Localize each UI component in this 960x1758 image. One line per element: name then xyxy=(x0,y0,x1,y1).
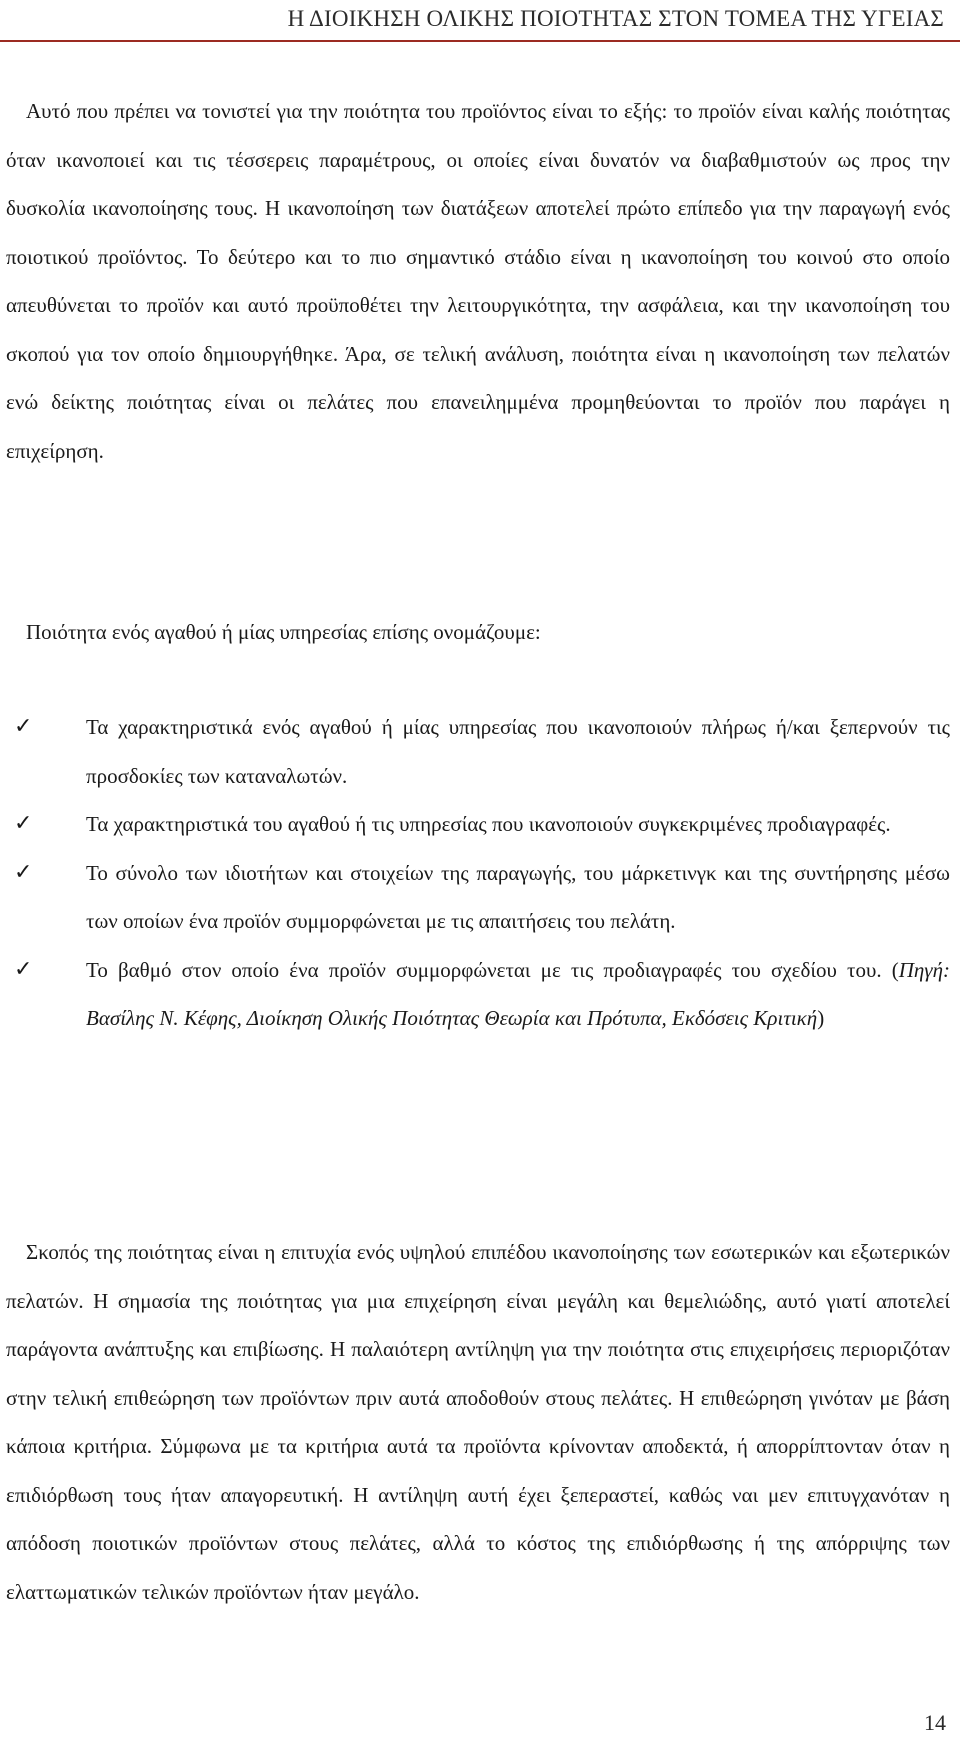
list-item xyxy=(14,946,950,1043)
header-rule xyxy=(0,40,960,42)
definition-checklist xyxy=(14,703,950,1043)
paragraph-quality-purpose: Σκοπός της ποιότητας είναι η επιτυχία ενός υψηλού επιπέδου ικανοποίησης των εσωτερικών και εξωτερικών πελατών. Η σημασία της ποιότητας για μια επιχείρηση είναι μεγάλη και θεμελιώδης, αυτό γιατί αποτελεί παράγοντα ανάπτυξης και επιβίωσης. Η παλαιότερη αντίληψη για την ποιότητα στις επιχειρήσεις περιοριζόταν στην τελική επιθεώρηση των προϊόντων πριν αυτά αποδοθούν στους πελάτες. Η επιθεώρηση γινόταν με βάση κάποια κριτήρια. Σύμφωνα με τα κριτήρια αυτά τα προϊόντα κρίνονταν αποδεκτά, ή απορρίπτονταν όταν η επιδιόρθωση τους ήταν απαγορευτική. Η αντίληψη αυτή έχει ξεπεραστεί, καθώς ναι μεν επιτυγχανόταν η απόδοση ποιοτικών προϊόντων στους πελάτες, αλλά το κόστος της επιδιόρθωσης ή της απόρριψης των ελαττωματικών τελικών προϊόντων ήταν μεγάλο. xyxy=(6,1240,950,1604)
list-item-text: Το σύνολο των ιδιοτήτων και στοιχείων της παραγωγής, του μάρκετινγκ και της συντήρησης μέσω των οποίων ένα προϊόν συμμορφώνεται με τις απαιτήσεις του πελάτη. xyxy=(86,860,950,933)
checkmark-icon: ✓ xyxy=(14,811,33,836)
page-number: 14 xyxy=(924,1710,946,1735)
list-item-text-with-citation xyxy=(86,946,950,1043)
list-item-text: Το βαθμό στον οποίο ένα προϊόν συμμορφώνεται με τις προδιαγραφές του σχεδίου του. xyxy=(86,957,882,982)
list-item xyxy=(14,703,950,800)
citation-close: ) xyxy=(817,1006,825,1030)
checkmark-icon: ✓ xyxy=(14,859,33,885)
list-item-text: Τα χαρακτηριστικά ενός αγαθού ή μίας υπηρεσίας που ικανοποιούν πλήρως ή/και ξεπερνούν τις προσδοκίες των καταναλωτών. xyxy=(86,715,950,788)
citation-source: Πηγή: Βασίλης Ν. Κέφης, Διοίκηση Ολικής Ποιότητας Θεωρία και Πρότυπα, Εκδόσεις Κριτική xyxy=(86,957,950,1030)
checkmark-icon: ✓ xyxy=(14,956,33,982)
running-header: Η ΔΙΟΙΚΗΣΗ ΟΛΙΚΗΣ ΠΟΙΟΤΗΤΑΣ ΣΤΟΝ ΤΟΜΕΑ ΤΗΣ ΥΓΕΙΑΣ xyxy=(287,6,944,31)
checkmark-icon: ✓ xyxy=(14,714,33,739)
citation-open: ( xyxy=(881,957,899,982)
list-item-text: Τα χαρακτηριστικά του αγαθού ή τις υπηρεσίας που ικανοποιούν συγκεκριμένες προδιαγραφές. xyxy=(86,812,891,836)
paragraph-quality-parameters: Αυτό που πρέπει να τονιστεί για την ποιότητα του προϊόντος είναι το εξής: το προϊόν είναι καλής ποιότητας όταν ικανοποιεί και τις τέσσερεις παραμέτρους, οι οποίες είναι δυνατόν να διαβαθμιστούν ως προς την δυσκολία ικανοποίησης τους. Η ικανοποίηση των διατάξεων αποτελεί πρώτο επίπεδο για την παραγωγή ενός ποιοτικού προϊόντος. Το δεύτερο και το πιο σημαντικό στάδιο είναι η ικανοποίηση του κοινού στο οποίο απευθύνεται το προϊόν και αυτό προϋποθέτει την λειτουργικότητα, την ασφάλεια, και την ικανοποίηση του σκοπού για τον οποίο δημιουργήθηκε. Άρα, σε τελική ανάλυση, ποιότητα είναι η ικανοποίηση των πελατών ενώ δείκτης ποιότητας είναι οι πελάτες που επανειλημμένα προμηθεύονται το προϊόν που παράγει η επιχείρηση. xyxy=(6,99,950,463)
list-item xyxy=(14,800,950,849)
list-item xyxy=(14,849,950,946)
paragraph-quality-definition-intro: Ποιότητα ενός αγαθού ή μίας υπηρεσίας επίσης ονομάζουμε: xyxy=(26,620,541,644)
